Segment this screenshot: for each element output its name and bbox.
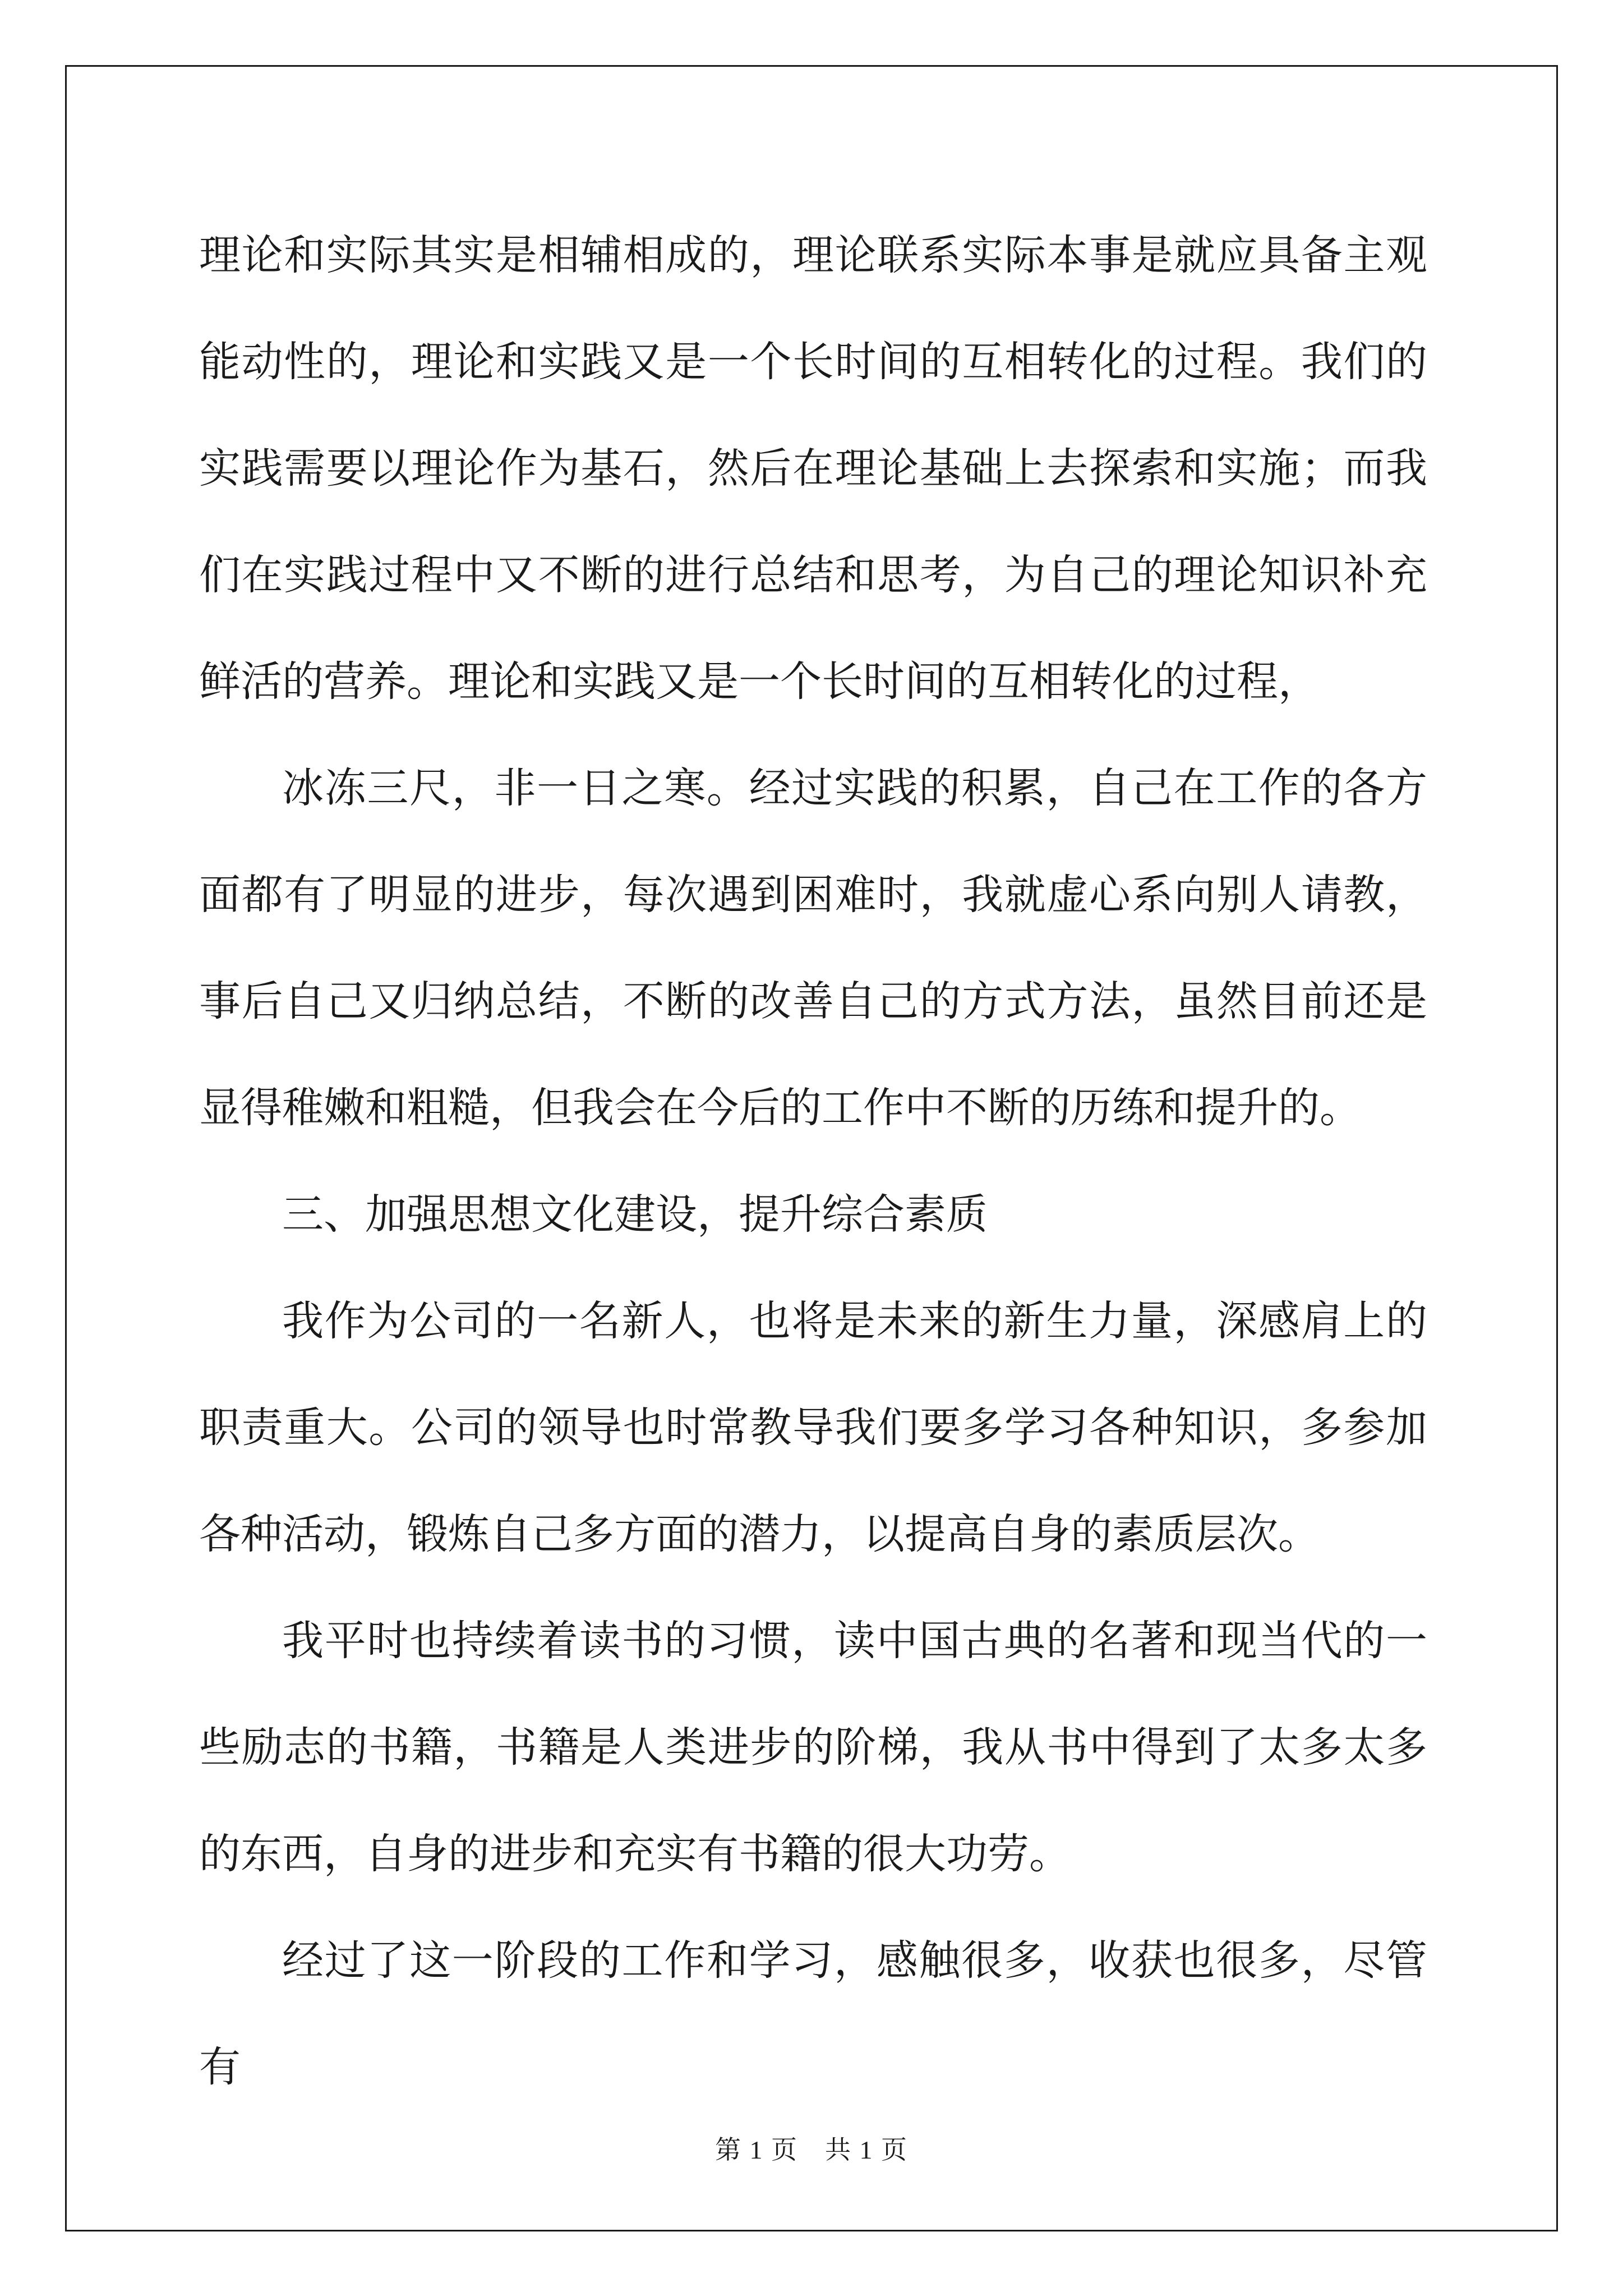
paragraph-5: 经过了这一阶段的工作和学习，感触很多，收获也很多，尽管有	[199, 1936, 1427, 2091]
page-number-footer: 第 1 页 共 1 页	[715, 2136, 908, 2164]
paragraph-4: 我平时也持续着读书的习惯，读中国古典的名著和现当代的一些励志的书籍，书籍是人类进步的阶梯，我从书中得到了太多太多的东西，自身的进步和充实有书籍的很大功劳。	[199, 1617, 1427, 1878]
paragraph-3: 我作为公司的一名新人，也将是未来的新生力量，深感肩上的职责重大。公司的领导也时常教导我们要多学习各种知识，多参加各种活动，锻炼自己多方面的潜力，以提高自身的素质层次。	[199, 1297, 1427, 1558]
paragraph-1: 理论和实际其实是相辅相成的，理论联系实际本事是就应具备主观能动性的，理论和实践又是一个长时间的互相转化的过程。我们的实践需要以理论作为基石，然后在理论基础上去探索和实施；而我们在实践过程中又不断的进行总结和思考，为自己的理论知识补充鲜活的营养。理论和实践又是一个长时间的互相转化的过程，	[199, 231, 1427, 706]
paragraph-2: 冰冻三尺，非一日之寒。经过实践的积累，自己在工作的各方面都有了明显的进步，每次遇到困难时，我就虚心系向别人请教，事后自己又归纳总结，不断的改善自己的方式方法，虽然目前还是显得稚嫩和粗糙，但我会在今后的工作中不断的历练和提升的。	[199, 764, 1427, 1132]
document-body	[199, 202, 1427, 2120]
section-heading: 三、加强思想文化建设，提升综合素质	[282, 1190, 988, 1239]
